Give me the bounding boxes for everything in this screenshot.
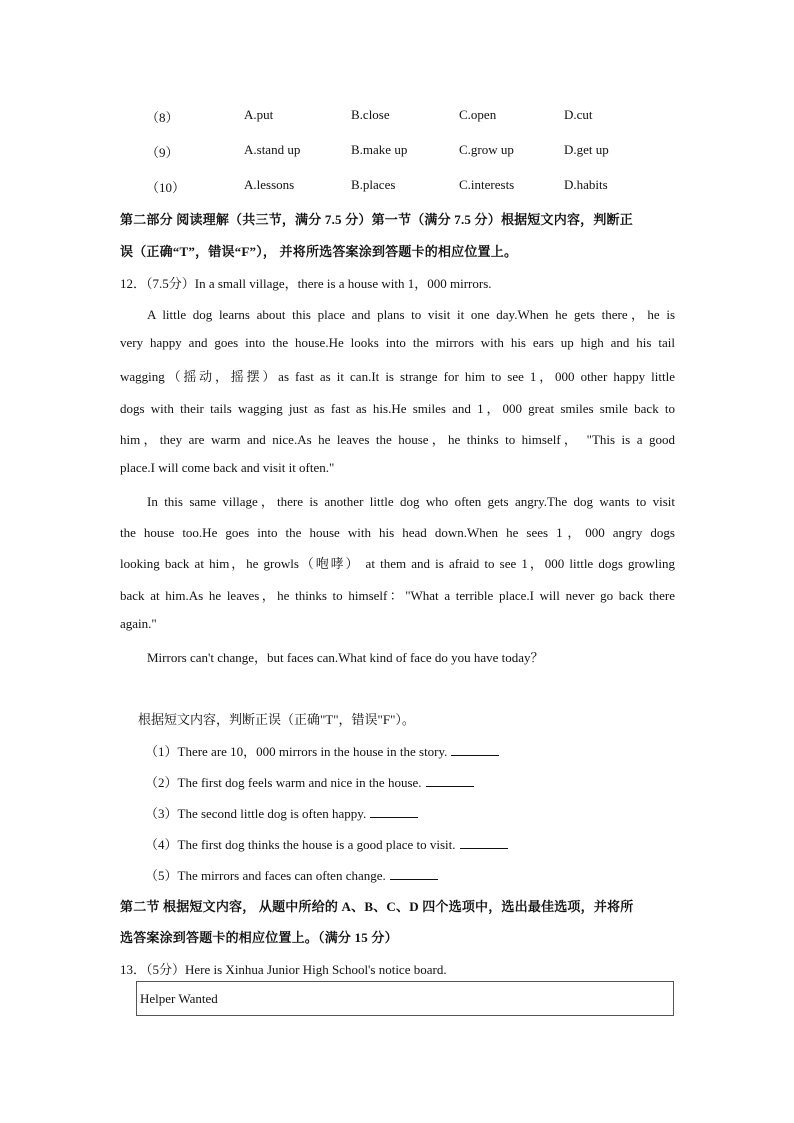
- passage-line: him，they are warm and nice.As he leaves the house，he thinks to himself， "This is a good: [120, 432, 675, 447]
- option-c: C.interests: [459, 177, 515, 192]
- option-row-9: [0, 142, 794, 162]
- tf-question-4: [145, 834, 508, 853]
- notice-title: Helper Wanted: [140, 991, 218, 1006]
- question-number: （9）: [146, 145, 179, 160]
- section2-heading-line1: 第二节 根据短文内容， 从题中所给的 A、B、C、D 四个选项中，选出最佳选项，并将所: [120, 899, 634, 914]
- tf-question-2: [145, 772, 474, 791]
- passage-line: wagging（摇动，摇摆）as fast as it can.It is strange for him to see 1，000 other happy little: [120, 369, 675, 384]
- tf-question-text: （2）The first dog feels warm and nice in the house.: [145, 775, 422, 790]
- tf-question-5: [145, 865, 438, 884]
- tf-question-text: （5）The mirrors and faces can often change.: [145, 868, 386, 883]
- passage-line: A little dog learns about this place and plans to visit it one day.When he gets there，he is: [147, 307, 675, 322]
- option-d: D.habits: [564, 177, 608, 192]
- part2-heading-line2: 误（正确“T”，错误“F”）， 并将所选答案涂到答题卡的相应位置上。: [120, 244, 518, 259]
- question-number: （8）: [146, 110, 179, 125]
- passage-line: looking back at him，he growls（咆哮） at them and is afraid to see 1，000 little dogs growling: [120, 556, 675, 571]
- passage-line: Mirrors can't change，but faces can.What kind of face do you have today？: [147, 650, 544, 665]
- tf-question-3: [145, 803, 418, 822]
- option-b: B.close: [351, 107, 390, 122]
- option-b: B.make up: [351, 142, 408, 157]
- q13-header: 13．（5分）Here is Xinhua Junior High School's notice board.: [120, 962, 447, 977]
- passage-line: place.I will come back and visit it often.": [120, 460, 335, 475]
- passage-line: back at him.As he leaves，he thinks to himself："What a terrible place.I will never go back there: [120, 588, 675, 603]
- tf-question-1: [145, 741, 499, 760]
- notice-board-box: [136, 981, 674, 1016]
- option-d: D.get up: [564, 142, 609, 157]
- option-row-10: [0, 177, 794, 197]
- passage-line: In this same village，there is another little dog who often gets angry.The dog wants to visit: [147, 494, 675, 509]
- option-a: A.put: [244, 107, 274, 122]
- answer-blank[interactable]: [390, 868, 438, 880]
- question-number: （10）: [146, 180, 186, 195]
- passage-line: the house too.He goes into the house with his head down.When he sees 1，000 angry dogs: [120, 525, 675, 540]
- section2-heading-line2: 选答案涂到答题卡的相应位置上。（满分 15 分）: [120, 930, 398, 945]
- q12-header: 12．（7.5分）In a small village，there is a house with 1，000 mirrors.: [120, 276, 492, 291]
- option-d: D.cut: [564, 107, 593, 122]
- passage-line: very happy and goes into the house.He looks into the mirrors with his ears up high and his tail: [120, 335, 675, 350]
- option-b: B.places: [351, 177, 396, 192]
- passage-line: dogs with their tails wagging just as fast as his.He smiles and 1，000 great smiles smile back to: [120, 401, 675, 416]
- tf-question-text: （3）The second little dog is often happy.: [145, 806, 367, 821]
- option-a: A.stand up: [244, 142, 301, 157]
- option-row-8: [0, 107, 794, 127]
- answer-blank[interactable]: [451, 744, 499, 756]
- tf-question-text: （4）The first dog thinks the house is a good place to visit.: [145, 837, 456, 852]
- option-c: C.open: [459, 107, 497, 122]
- part2-heading-line1: 第二部分 阅读理解（共三节，满分 7.5 分）第一节（满分 7.5 分）根据短文内容，判断正: [120, 212, 633, 227]
- option-a: A.lessons: [244, 177, 295, 192]
- tf-question-text: （1）There are 10，000 mirrors in the house in the story.: [145, 744, 448, 759]
- answer-blank[interactable]: [370, 806, 418, 818]
- answer-blank[interactable]: [426, 775, 474, 787]
- answer-blank[interactable]: [460, 837, 508, 849]
- tf-instruction: 根据短文内容，判断正误（正确"T"，错误"F"）。: [138, 712, 415, 727]
- passage-line: again.": [120, 616, 157, 631]
- option-c: C.grow up: [459, 142, 514, 157]
